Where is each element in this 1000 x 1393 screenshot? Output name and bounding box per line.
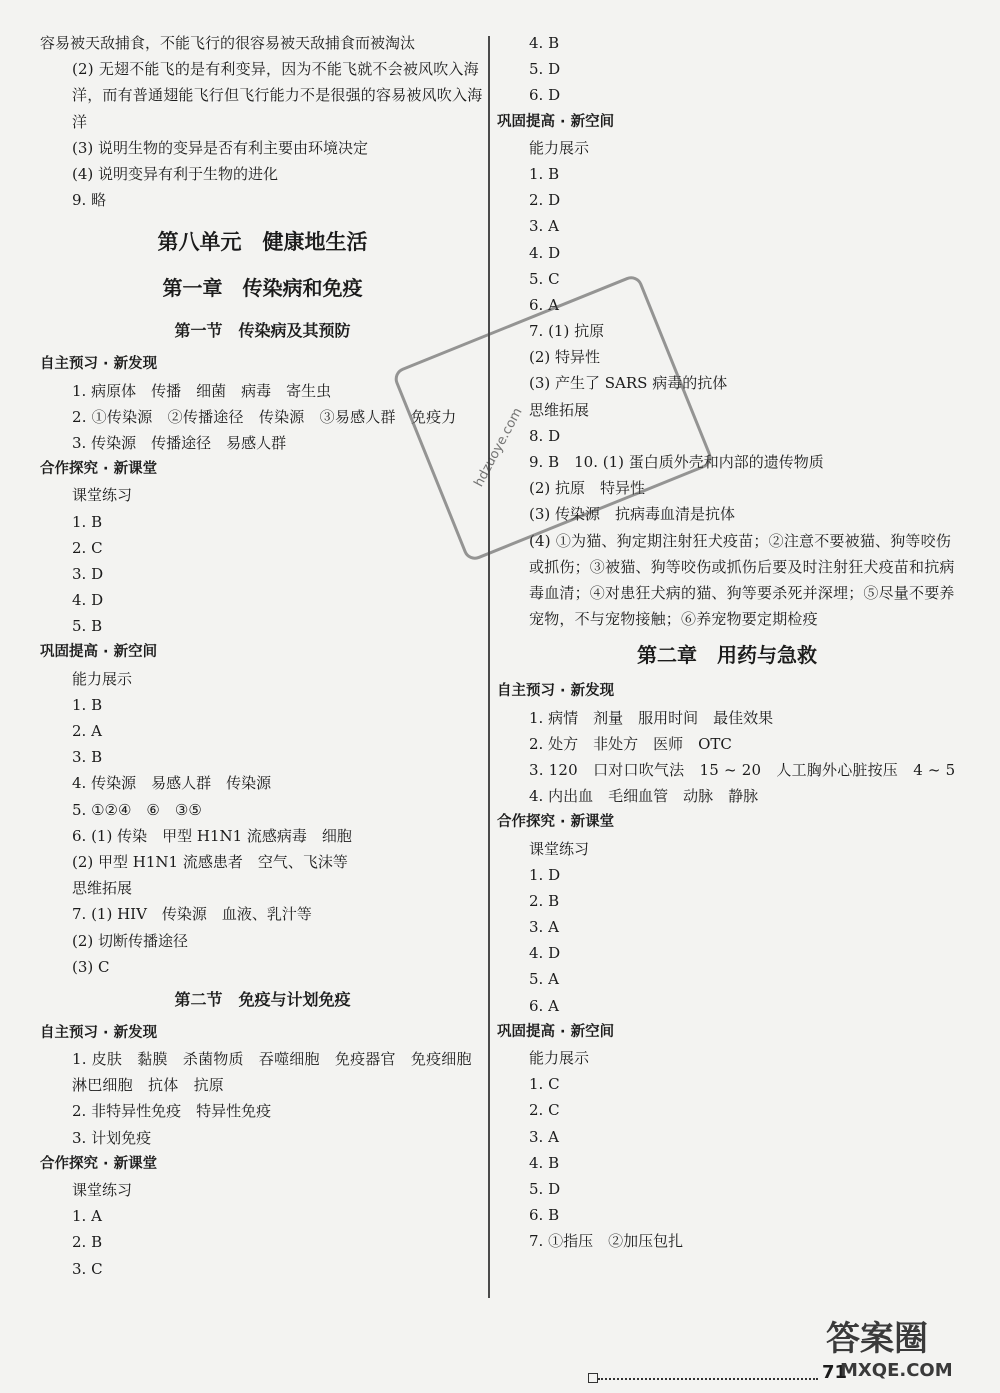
answer-line: (4) 说明变异有利于生物的进化 (72, 164, 279, 183)
answer-line: 9. 略 (72, 191, 107, 210)
answer-line: (3) 产生了 SARS 病毒的抗体 (529, 374, 728, 393)
answer-line: 能力展示 (529, 1049, 590, 1068)
answer-line: 自主预习 · 新发现 (497, 683, 615, 700)
logo-url: MXQE.COM (840, 1360, 953, 1381)
answer-line: 3. A (529, 217, 559, 236)
answer-line: 第八单元 健康地生活 (157, 230, 368, 255)
answer-line: 自主预习 · 新发现 (40, 356, 158, 373)
answer-line: 3. A (529, 1127, 559, 1146)
answer-line: 1. D (529, 865, 561, 884)
answer-line: 5. A (529, 970, 559, 989)
answer-line: 容易被天敌捕食，不能飞行的很容易被天敌捕食而被淘汰 (40, 34, 416, 52)
answer-line: 巩固提高 · 新空间 (40, 644, 158, 661)
left-column (40, 30, 485, 1282)
answer-line: 第二节 免疫与计划免疫 (174, 989, 351, 1009)
answer-line: 2. B (72, 1233, 103, 1252)
answer-line: (2) 抗原 特异性 (529, 479, 646, 498)
answer-line: 1. 病原体 传播 细菌 病毒 寄生虫 (72, 381, 332, 400)
answer-line: 1. B (72, 695, 103, 714)
answer-line: 7. ①指压 ②加压包扎 (529, 1232, 684, 1251)
answer-line: 3. 传染源 传播途径 易感人群 (72, 433, 287, 452)
answer-line: 3. A (529, 918, 559, 937)
answer-line: 1. C (529, 1075, 560, 1094)
answer-line: (2) 甲型 H1N1 流感患者 空气、飞沫等 (72, 852, 348, 871)
answer-line: 3. C (72, 1259, 103, 1278)
answer-line: 8. D (529, 426, 561, 445)
answer-line: 5. D (529, 1179, 561, 1198)
answer-line: (2) 切断传播途径 (72, 931, 189, 950)
footer-rule (598, 1378, 818, 1382)
answer-line: 2. C (529, 1101, 560, 1120)
answer-line: 9. B 10. (1) 蛋白质外壳和内部的遗传物质 (529, 453, 824, 471)
logo-text: 答案圈 (826, 1319, 928, 1359)
answer-line: 3. B (72, 748, 103, 767)
answer-line: 6. A (529, 295, 559, 314)
answer-line: 4. D (529, 944, 561, 963)
answer-line: 5. C (529, 269, 560, 288)
site-logo (818, 1312, 988, 1382)
answer-line: 3. D (72, 564, 104, 583)
footer-box-icon (588, 1373, 598, 1383)
answer-line: 4. D (72, 591, 104, 610)
answer-line: 合作探究 · 新课堂 (497, 814, 615, 831)
answer-line: 5. B (72, 617, 103, 636)
answer-line: 6. (1) 传染 甲型 H1N1 流感病毒 细胞 (72, 826, 352, 845)
answer-line: 能力展示 (72, 669, 133, 688)
answer-line: 6. B (529, 1206, 560, 1225)
answer-line: 4. B (529, 34, 560, 52)
answer-line: 2. C (72, 538, 103, 557)
answer-line: (2) 无翅不能飞的是有利变异，因为不能飞就不会被风吹入海洋，而有普通翅能飞行但飞行能力不是很强的容易被风吹入海洋 (72, 60, 483, 131)
answer-line: 课堂练习 (72, 1181, 133, 1200)
answer-line: 第一章 传染病和免疫 (162, 276, 363, 301)
answer-line: 巩固提高 · 新空间 (497, 113, 615, 130)
answer-line: 4. D (529, 243, 561, 262)
answer-line: 4. B (529, 1153, 560, 1172)
answer-line: 能力展示 (529, 138, 590, 157)
answer-line: 5. D (529, 60, 561, 79)
answer-line: 思维拓展 (529, 400, 590, 419)
answer-line: 自主预习 · 新发现 (40, 1024, 158, 1041)
page-number: 71 (822, 1362, 848, 1383)
watermark-text: hdzuoye.com (471, 405, 526, 490)
answer-line: 合作探究 · 新课堂 (40, 1155, 158, 1172)
answer-line: 1. 皮肤 黏膜 杀菌物质 吞噬细胞 免疫器官 免疫细胞 淋巴细胞 抗体 抗原 (72, 1050, 487, 1095)
answer-line: (3) C (72, 957, 110, 976)
right-column (497, 30, 957, 1255)
answer-line: 3. 计划免疫 (72, 1128, 152, 1147)
answer-line: 4. 内出血 毛细血管 动脉 静脉 (529, 787, 759, 806)
answer-line: 3. 120 口对口吹气法 15 ~ 20 人工胸外心脏按压 4 ~ 5 (529, 760, 956, 779)
answer-line: 7. (1) HIV 传染源 血液、乳汁等 (72, 905, 312, 924)
answer-line: (3) 说明生物的变异是否有利主要由环境决定 (72, 138, 369, 157)
answer-line: 1. B (72, 512, 103, 531)
column-divider (488, 36, 490, 1298)
answer-line: 合作探究 · 新课堂 (40, 461, 158, 478)
answer-line: 课堂练习 (529, 839, 590, 858)
answer-line: 思维拓展 (72, 879, 133, 898)
answer-line: 1. A (72, 1207, 102, 1226)
answer-line: 6. A (529, 996, 559, 1015)
answer-line: (4) ①为猫、狗定期注射狂犬疫苗；②注意不要被猫、狗等咬伤或抓伤；③被猫、狗等咬伤或抓伤后要及时注射狂犬疫苗和抗病毒血清；④对患狂犬病的猫、狗等要杀死并深埋；⑤尽量不要养宠物，不与宠物接触；⑥养宠物要定期检疫 (529, 531, 955, 629)
answer-line: 2. 非特异性免疫 特异性免疫 (72, 1102, 272, 1121)
answer-line: 巩固提高 · 新空间 (497, 1023, 615, 1040)
answer-line: 课堂练习 (72, 486, 133, 505)
answer-line: (2) 特异性 (529, 348, 601, 367)
answer-line: (3) 传染源 抗病毒血清是抗体 (529, 505, 736, 524)
answer-line: 第二章 用药与急救 (637, 643, 817, 668)
answer-line: 第一节 传染病及其预防 (174, 321, 351, 341)
answer-line: 6. D (529, 86, 561, 105)
answer-line: 2. A (72, 722, 102, 740)
answer-line: 5. ①②④ ⑥ ③⑤ (72, 800, 202, 819)
answer-line: 2. ①传染源 ②传播途径 传染源 ③易感人群 免疫力 (72, 407, 457, 426)
answer-line: 2. D (529, 191, 561, 210)
answer-line: 1. 病情 剂量 服用时间 最佳效果 (529, 708, 774, 727)
answer-line: 2. B (529, 891, 560, 910)
answer-line: 2. 处方 非处方 医师 OTC (529, 734, 732, 753)
answer-line: 1. B (529, 164, 560, 183)
answer-line: 7. (1) 抗原 (529, 322, 605, 341)
answer-line: 4. 传染源 易感人群 传染源 (72, 774, 272, 793)
